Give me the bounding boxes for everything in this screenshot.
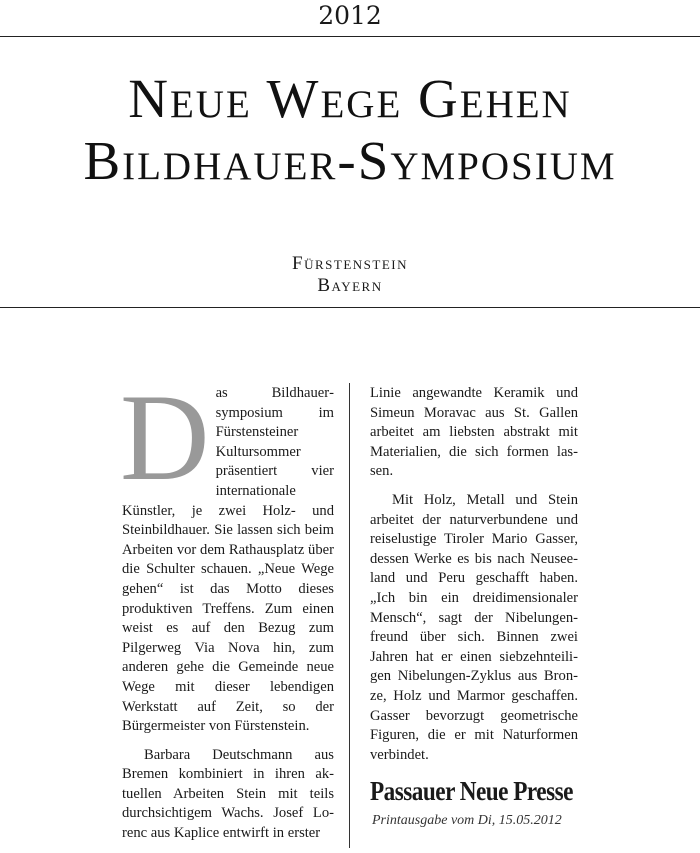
paragraph-1-text: as Bildhauersymposium im Fürstensteiner Kultursommer präsentiert vier internationale Künstler, je zwei Holz- und Steinbildhauer. Sie lassen sich beim Arbeiten vor dem Rathausplatz über die Schulter schauen. „Neue Wege gehen“ ist das Motto dieses produktiven Treffens. Zum einen weist es auf den Bezug zum Pilgerweg Via Nova hin, zum anderen gehe die Gemeinde neue Wege mit dieser lebendigen Werkstatt auf Zeit, so der Bürgermeister von Fürstenstein. xyxy=(122,385,334,735)
article-paragraph-3: Mit Holz, Metall und Stein arbeitet der naturverbundene und reiselustige Tiroler Mario Gasser, dessen Werke es bis nach Neuseeland und Peru geschafft haben. „Ich bin ein dreidimensionaler Mensch“, sagt der Nibelungenfreund über sich. Binnen zwei Jahren hat er einen siebzehnteiligen Nibelungen-Zyklus aus Bronze, Holz und Marmor geschaffen. Gasser bevorzugt geometrische Figuren, die er mit Naturformen verbindet. xyxy=(370,491,578,763)
publication-logo: Passauer Neue Presse xyxy=(370,776,573,806)
drop-cap: D xyxy=(120,369,210,506)
page-title xyxy=(0,68,700,192)
article-column-left xyxy=(120,369,334,853)
article-column-right xyxy=(370,384,578,774)
article-paragraph-2-continued: Linie angewandte Keramik und Simeun Moravac aus St. Gallen arbeitet am liebsten abstrakt mit Materialien, die sich formen lassen. xyxy=(370,385,578,480)
year-header: 2012 xyxy=(318,1,382,30)
section-rule xyxy=(0,307,700,308)
title-line-1: Neue Wege Gehen xyxy=(128,68,572,129)
column-divider xyxy=(349,383,350,848)
top-rule xyxy=(0,36,700,37)
location-region: Bayern xyxy=(317,275,383,296)
source-note: Printausgabe vom Di, 15.05.2012 xyxy=(372,813,562,828)
article-paragraph-2: Barbara Deutschmann aus Bremen kombiniert in ihren aktuellen Arbeiten Stein mit teils durchsichtigem Wachs. Josef Lorenc aus Kaplice entwirft in erster xyxy=(122,746,334,842)
title-line-2: Bildhauer-Symposium xyxy=(83,130,617,191)
article-paragraph-1 xyxy=(120,369,334,737)
location-town: Fürstenstein xyxy=(292,253,408,274)
location xyxy=(0,253,700,297)
